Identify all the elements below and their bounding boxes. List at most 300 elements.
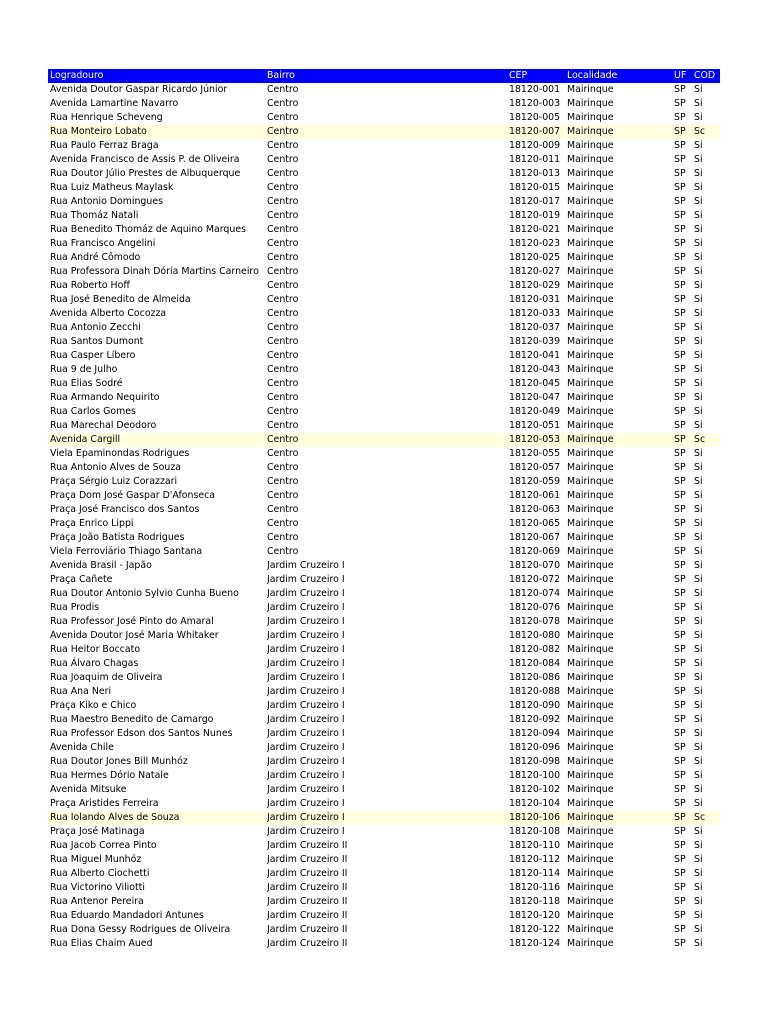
cell-cod: Si	[694, 140, 703, 151]
table-row	[48, 601, 720, 615]
cell-logradouro: Praça José Francisco dos Santos	[50, 504, 200, 515]
cell-logradouro: Rua Paulo Ferraz Braga	[50, 140, 159, 151]
cell-cep: 18120-061	[509, 490, 561, 501]
cell-cep: 18120-005	[509, 112, 561, 123]
cell-bairro: Centro	[267, 294, 299, 305]
cell-localidade: Mairinque	[567, 154, 614, 165]
cell-localidade: Mairinque	[567, 518, 614, 529]
cell-logradouro: Rua Eduardo Mandadori Antunes	[50, 910, 204, 921]
cell-bairro: Centro	[267, 448, 299, 459]
table-row	[48, 853, 720, 867]
cell-uf: SP	[674, 924, 686, 935]
cell-logradouro: Praça Enrico Lippi	[50, 518, 134, 529]
cell-localidade: Mairinque	[567, 378, 614, 389]
cell-uf: SP	[674, 644, 686, 655]
table-row	[48, 307, 720, 321]
table-row	[48, 671, 720, 685]
cell-localidade: Mairinque	[567, 840, 614, 851]
cell-uf: SP	[674, 490, 686, 501]
table-row	[48, 405, 720, 419]
cell-logradouro: Rua Doutor Antonio Sylvio Cunha Bueno	[50, 588, 239, 599]
cell-cod: Si	[694, 686, 703, 697]
cell-logradouro: Rua Roberto Hoff	[50, 280, 130, 291]
cell-uf: SP	[674, 196, 686, 207]
cell-bairro: Centro	[267, 434, 299, 445]
cell-cep: 18120-114	[509, 868, 561, 879]
cell-localidade: Mairinque	[567, 126, 614, 137]
cell-localidade: Mairinque	[567, 896, 614, 907]
cell-cep: 18120-065	[509, 518, 561, 529]
cell-logradouro: Rua Professor Edson dos Santos Nunes	[50, 728, 233, 739]
cell-uf: SP	[674, 784, 686, 795]
table-row	[48, 391, 720, 405]
cell-bairro: Jardim Cruzeiro I	[267, 798, 345, 809]
cell-localidade: Mairinque	[567, 84, 614, 95]
address-table	[48, 69, 720, 951]
cell-bairro: Jardim Cruzeiro I	[267, 658, 345, 669]
cell-bairro: Jardim Cruzeiro I	[267, 574, 345, 585]
cell-uf: SP	[674, 518, 686, 529]
table-row	[48, 923, 720, 937]
cell-logradouro: Rua Benedito Thomáz de Aquino Marques	[50, 224, 246, 235]
cell-localidade: Mairinque	[567, 140, 614, 151]
cell-cod: Sc	[694, 126, 706, 137]
cell-bairro: Centro	[267, 322, 299, 333]
cell-cod: Si	[694, 84, 703, 95]
cell-uf: SP	[674, 630, 686, 641]
cell-bairro: Centro	[267, 378, 299, 389]
cell-uf: SP	[674, 406, 686, 417]
cell-localidade: Mairinque	[567, 182, 614, 193]
cell-uf: SP	[674, 112, 686, 123]
cell-uf: SP	[674, 364, 686, 375]
cell-localidade: Mairinque	[567, 448, 614, 459]
cell-cep: 18120-094	[509, 728, 561, 739]
cell-logradouro: Rua Elias Chaim Aued	[50, 938, 153, 949]
cell-cep: 18120-043	[509, 364, 561, 375]
cell-cod: Si	[694, 644, 703, 655]
cell-uf: SP	[674, 756, 686, 767]
cell-uf: SP	[674, 602, 686, 613]
cell-cep: 18120-072	[509, 574, 561, 585]
cell-uf: SP	[674, 392, 686, 403]
table-row	[48, 699, 720, 713]
cell-uf: SP	[674, 728, 686, 739]
cell-cod: Si	[694, 826, 703, 837]
cell-localidade: Mairinque	[567, 406, 614, 417]
table-row	[48, 615, 720, 629]
cell-logradouro: Avenida Chile	[50, 742, 114, 753]
cell-cep: 18120-070	[509, 560, 561, 571]
table-row	[48, 489, 720, 503]
cell-uf: SP	[674, 798, 686, 809]
cell-logradouro: Rua Iolando Alves de Souza	[50, 812, 180, 823]
cell-logradouro: Rua Francisco Angelini	[50, 238, 156, 249]
cell-localidade: Mairinque	[567, 98, 614, 109]
cell-bairro: Centro	[267, 196, 299, 207]
cell-bairro: Jardim Cruzeiro I	[267, 728, 345, 739]
cell-cod: Si	[694, 364, 703, 375]
cell-logradouro: Rua Professora Dinah Dória Martins Carneiro	[50, 266, 259, 277]
cell-cep: 18120-033	[509, 308, 561, 319]
cell-bairro: Centro	[267, 266, 299, 277]
cell-cep: 18120-112	[509, 854, 561, 865]
cell-localidade: Mairinque	[567, 504, 614, 515]
column-header-cod: COD	[694, 70, 716, 81]
cell-logradouro: Rua Henrique Scheveng	[50, 112, 163, 123]
cell-bairro: Centro	[267, 252, 299, 263]
cell-cod: Si	[694, 476, 703, 487]
cell-localidade: Mairinque	[567, 910, 614, 921]
cell-bairro: Jardim Cruzeiro I	[267, 826, 345, 837]
cell-cep: 18120-037	[509, 322, 561, 333]
table-row	[48, 363, 720, 377]
cell-logradouro: Avenida Cargill	[50, 434, 121, 445]
cell-uf: SP	[674, 350, 686, 361]
cell-logradouro: Rua Victorino Viliotti	[50, 882, 145, 893]
table-row	[48, 293, 720, 307]
cell-cep: 18120-027	[509, 266, 561, 277]
cell-bairro: Centro	[267, 224, 299, 235]
table-row	[48, 181, 720, 195]
cell-uf: SP	[674, 742, 686, 753]
cell-localidade: Mairinque	[567, 714, 614, 725]
cell-cod: Si	[694, 938, 703, 949]
cell-bairro: Jardim Cruzeiro II	[267, 882, 348, 893]
cell-bairro: Centro	[267, 126, 299, 137]
cell-localidade: Mairinque	[567, 616, 614, 627]
cell-bairro: Centro	[267, 350, 299, 361]
cell-bairro: Centro	[267, 308, 299, 319]
cell-bairro: Centro	[267, 98, 299, 109]
cell-cep: 18120-049	[509, 406, 561, 417]
cell-localidade: Mairinque	[567, 560, 614, 571]
cell-uf: SP	[674, 910, 686, 921]
cell-bairro: Centro	[267, 364, 299, 375]
cell-cep: 18120-088	[509, 686, 561, 697]
cell-cep: 18120-096	[509, 742, 561, 753]
cell-uf: SP	[674, 308, 686, 319]
cell-cep: 18120-106	[509, 812, 561, 823]
table-row	[48, 727, 720, 741]
table-row	[48, 559, 720, 573]
table-row	[48, 685, 720, 699]
cell-bairro: Jardim Cruzeiro I	[267, 616, 345, 627]
table-row	[48, 937, 720, 951]
cell-logradouro: Avenida Brasil - Japão	[50, 560, 152, 571]
cell-cod: Si	[694, 728, 703, 739]
table-row	[48, 153, 720, 167]
cell-logradouro: Rua Hermes Dório Natale	[50, 770, 169, 781]
cell-uf: SP	[674, 168, 686, 179]
cell-bairro: Jardim Cruzeiro I	[267, 588, 345, 599]
cell-localidade: Mairinque	[567, 420, 614, 431]
cell-logradouro: Rua Carlos Gomes	[50, 406, 136, 417]
table-row	[48, 839, 720, 853]
cell-uf: SP	[674, 252, 686, 263]
cell-cod: Si	[694, 448, 703, 459]
table-row	[48, 895, 720, 909]
cell-cep: 18120-015	[509, 182, 561, 193]
cell-cep: 18120-086	[509, 672, 561, 683]
cell-cod: Si	[694, 252, 703, 263]
cell-localidade: Mairinque	[567, 938, 614, 949]
cell-logradouro: Rua Antenor Pereira	[50, 896, 144, 907]
table-header-row	[48, 69, 720, 83]
cell-bairro: Centro	[267, 420, 299, 431]
cell-localidade: Mairinque	[567, 336, 614, 347]
cell-cep: 18120-059	[509, 476, 561, 487]
cell-logradouro: Praça José Matinaga	[50, 826, 145, 837]
cell-bairro: Centro	[267, 182, 299, 193]
cell-localidade: Mairinque	[567, 196, 614, 207]
table-row	[48, 195, 720, 209]
cell-uf: SP	[674, 812, 686, 823]
cell-localidade: Mairinque	[567, 392, 614, 403]
table-row	[48, 909, 720, 923]
cell-uf: SP	[674, 210, 686, 221]
cell-cep: 18120-055	[509, 448, 561, 459]
cell-logradouro: Avenida Doutor José Maria Whitaker	[50, 630, 219, 641]
table-row	[48, 265, 720, 279]
cell-cod: Si	[694, 490, 703, 501]
cell-cod: Si	[694, 910, 703, 921]
cell-uf: SP	[674, 532, 686, 543]
cell-cep: 18120-041	[509, 350, 561, 361]
table-row	[48, 251, 720, 265]
cell-cep: 18120-057	[509, 462, 561, 473]
table-row	[48, 349, 720, 363]
cell-localidade: Mairinque	[567, 798, 614, 809]
cell-bairro: Jardim Cruzeiro I	[267, 630, 345, 641]
cell-localidade: Mairinque	[567, 308, 614, 319]
cell-bairro: Centro	[267, 238, 299, 249]
cell-bairro: Jardim Cruzeiro I	[267, 756, 345, 767]
cell-logradouro: Rua Prodis	[50, 602, 100, 613]
table-row	[48, 881, 720, 895]
cell-cep: 18120-029	[509, 280, 561, 291]
cell-cep: 18120-025	[509, 252, 561, 263]
cell-logradouro: Rua Armando Nequirito	[50, 392, 160, 403]
cell-cep: 18120-011	[509, 154, 561, 165]
cell-logradouro: Avenida Mitsuke	[50, 784, 127, 795]
cell-bairro: Jardim Cruzeiro II	[267, 938, 348, 949]
cell-uf: SP	[674, 672, 686, 683]
cell-bairro: Jardim Cruzeiro I	[267, 812, 345, 823]
cell-cod: Si	[694, 840, 703, 851]
cell-bairro: Centro	[267, 504, 299, 515]
cell-cep: 18120-045	[509, 378, 561, 389]
column-header-bairro: Bairro	[267, 70, 295, 81]
cell-bairro: Centro	[267, 280, 299, 291]
cell-cep: 18120-009	[509, 140, 561, 151]
cell-cod: Si	[694, 588, 703, 599]
cell-bairro: Centro	[267, 168, 299, 179]
cell-cep: 18120-013	[509, 168, 561, 179]
cell-localidade: Mairinque	[567, 210, 614, 221]
cell-bairro: Centro	[267, 490, 299, 501]
table-row	[48, 755, 720, 769]
cell-localidade: Mairinque	[567, 728, 614, 739]
table-row	[48, 433, 720, 447]
cell-cod: Si	[694, 392, 703, 403]
cell-cod: Si	[694, 504, 703, 515]
cell-uf: SP	[674, 266, 686, 277]
cell-logradouro: Praça Sérgio Luiz Corazzari	[50, 476, 178, 487]
cell-bairro: Centro	[267, 336, 299, 347]
table-row	[48, 335, 720, 349]
table-row	[48, 769, 720, 783]
cell-logradouro: Rua Antonio Domingues	[50, 196, 163, 207]
cell-logradouro: Praça Cañete	[50, 574, 113, 585]
cell-uf: SP	[674, 854, 686, 865]
cell-cep: 18120-053	[509, 434, 561, 445]
table-row	[48, 83, 720, 97]
cell-localidade: Mairinque	[567, 630, 614, 641]
cell-cep: 18120-080	[509, 630, 561, 641]
cell-uf: SP	[674, 714, 686, 725]
cell-bairro: Jardim Cruzeiro I	[267, 672, 345, 683]
cell-logradouro: Rua Alberto Ciochetti	[50, 868, 150, 879]
cell-logradouro: Rua Joaquim de Oliveira	[50, 672, 163, 683]
cell-cep: 18120-098	[509, 756, 561, 767]
table-row	[48, 867, 720, 881]
cell-cep: 18120-047	[509, 392, 561, 403]
cell-uf: SP	[674, 294, 686, 305]
cell-uf: SP	[674, 84, 686, 95]
cell-cod: Sc	[694, 812, 706, 823]
cell-cod: Si	[694, 294, 703, 305]
cell-cep: 18120-120	[509, 910, 561, 921]
table-body	[48, 83, 720, 951]
table-row	[48, 237, 720, 251]
cell-localidade: Mairinque	[567, 280, 614, 291]
cell-cod: Si	[694, 406, 703, 417]
cell-cod: Si	[694, 112, 703, 123]
cell-localidade: Mairinque	[567, 462, 614, 473]
cell-localidade: Mairinque	[567, 644, 614, 655]
cell-cod: Si	[694, 462, 703, 473]
table-row	[48, 657, 720, 671]
cell-cep: 18120-031	[509, 294, 561, 305]
cell-cod: Si	[694, 672, 703, 683]
cell-cod: Si	[694, 336, 703, 347]
cell-bairro: Jardim Cruzeiro I	[267, 700, 345, 711]
cell-uf: SP	[674, 546, 686, 557]
cell-logradouro: Rua Elias Sodré	[50, 378, 123, 389]
cell-cep: 18120-084	[509, 658, 561, 669]
cell-bairro: Jardim Cruzeiro II	[267, 896, 348, 907]
cell-cod: Si	[694, 98, 703, 109]
cell-localidade: Mairinque	[567, 434, 614, 445]
cell-bairro: Centro	[267, 392, 299, 403]
cell-logradouro: Avenida Alberto Cocozza	[50, 308, 167, 319]
cell-logradouro: Praça Dom José Gaspar D'Afonseca	[50, 490, 215, 501]
cell-uf: SP	[674, 938, 686, 949]
cell-bairro: Jardim Cruzeiro II	[267, 840, 348, 851]
cell-bairro: Jardim Cruzeiro I	[267, 560, 345, 571]
table-row	[48, 797, 720, 811]
cell-bairro: Jardim Cruzeiro II	[267, 854, 348, 865]
cell-uf: SP	[674, 336, 686, 347]
cell-cod: Si	[694, 770, 703, 781]
cell-bairro: Jardim Cruzeiro I	[267, 686, 345, 697]
cell-cep: 18120-102	[509, 784, 561, 795]
cell-localidade: Mairinque	[567, 588, 614, 599]
cell-cod: Si	[694, 560, 703, 571]
table-row	[48, 531, 720, 545]
cell-cod: Si	[694, 168, 703, 179]
cell-localidade: Mairinque	[567, 350, 614, 361]
cell-cep: 18120-076	[509, 602, 561, 613]
cell-uf: SP	[674, 616, 686, 627]
cell-logradouro: Rua 9 de Julho	[50, 364, 118, 375]
cell-uf: SP	[674, 840, 686, 851]
table-row	[48, 573, 720, 587]
cell-localidade: Mairinque	[567, 490, 614, 501]
table-row	[48, 321, 720, 335]
cell-uf: SP	[674, 826, 686, 837]
cell-logradouro: Avenida Lamartine Navarro	[50, 98, 179, 109]
cell-cod: Si	[694, 784, 703, 795]
table-row	[48, 209, 720, 223]
cell-uf: SP	[674, 322, 686, 333]
cell-cep: 18120-063	[509, 504, 561, 515]
table-row	[48, 545, 720, 559]
table-row	[48, 447, 720, 461]
cell-uf: SP	[674, 238, 686, 249]
cell-uf: SP	[674, 770, 686, 781]
table-row	[48, 811, 720, 825]
table-row	[48, 783, 720, 797]
table-row	[48, 475, 720, 489]
cell-logradouro: Praça Kiko e Chico	[50, 700, 137, 711]
cell-localidade: Mairinque	[567, 770, 614, 781]
table-row	[48, 419, 720, 433]
cell-cep: 18120-007	[509, 126, 561, 137]
cell-logradouro: Rua Antonio Zecchi	[50, 322, 141, 333]
cell-localidade: Mairinque	[567, 672, 614, 683]
cell-bairro: Jardim Cruzeiro II	[267, 868, 348, 879]
table-row	[48, 461, 720, 475]
cell-logradouro: Rua Casper Líbero	[50, 350, 136, 361]
table-row	[48, 517, 720, 531]
cell-cep: 18120-124	[509, 938, 561, 949]
cell-cep: 18120-019	[509, 210, 561, 221]
cell-cep: 18120-078	[509, 616, 561, 627]
cell-logradouro: Rua André Cômodo	[50, 252, 141, 263]
cell-cod: Si	[694, 658, 703, 669]
cell-bairro: Jardim Cruzeiro I	[267, 644, 345, 655]
cell-uf: SP	[674, 182, 686, 193]
cell-logradouro: Praça João Batista Rodrigues	[50, 532, 185, 543]
cell-bairro: Centro	[267, 84, 299, 95]
cell-cod: Si	[694, 196, 703, 207]
table-row	[48, 111, 720, 125]
cell-bairro: Centro	[267, 406, 299, 417]
table-row	[48, 713, 720, 727]
table-row	[48, 125, 720, 139]
cell-localidade: Mairinque	[567, 574, 614, 585]
cell-bairro: Centro	[267, 462, 299, 473]
cell-cod: Si	[694, 350, 703, 361]
cell-localidade: Mairinque	[567, 294, 614, 305]
cell-uf: SP	[674, 98, 686, 109]
table-row	[48, 377, 720, 391]
cell-uf: SP	[674, 658, 686, 669]
cell-cep: 18120-122	[509, 924, 561, 935]
cell-localidade: Mairinque	[567, 756, 614, 767]
